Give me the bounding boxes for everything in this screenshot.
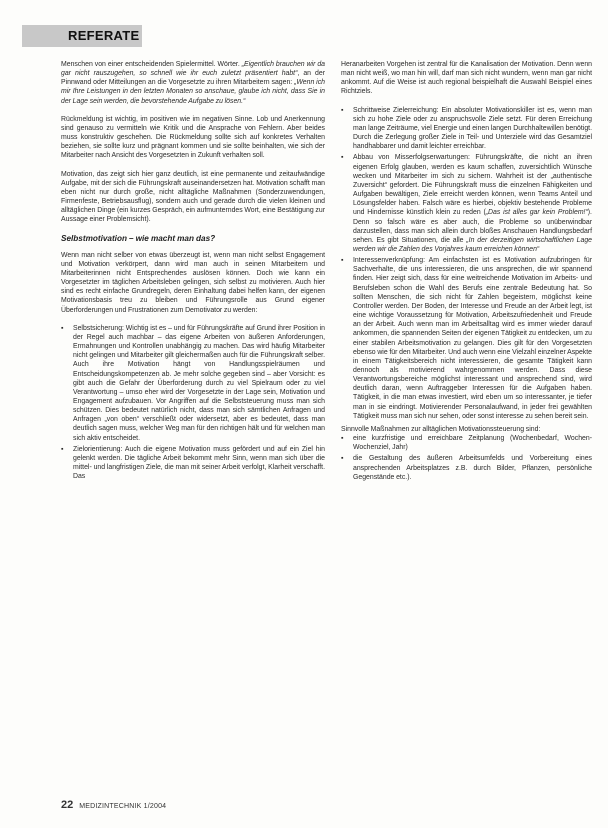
- paragraph: Motivation, das zeigt sich hier ganz deutlich, ist eine permanente und zeitaufwändige Aufgabe, mit der sich die Führungskraft auseinandersetzen hat. Motivation schafft man eben nicht nur durch große, nicht alltägliche Maßnahmen (Sonderzuwendungen, Firmenfeste, Betriebsausflug), sondern auch und gerade durch die vielen kleinen und alltäglichen Dinge (ein kurzes Gespräch, ein aufmunterndes Wort, eine Bestätigung zur Aussage einer Problemsicht).: [61, 170, 325, 224]
- paragraph: Heranarbeiten Vorgehen ist zentral für die Kanalisation der Motivation. Denn wenn man nicht weiß, wo man hin will, darf man sich nicht wundern, wenn man gar nicht ankommt. Auf die Weise ist auch regional beispielhaft die Auswahl Beispiel eines Richtziels.: [341, 61, 592, 96]
- list-item: ▪ Schrittweise Zielerreichung: Ein absoluter Motivationskiller ist es, wenn man sich zu hohe Ziele oder zu anspruchsvolle Ziele setzt. Für deren Erreichung man lange Zeiträume, viel Energie und einen langen Durchhaltewillen benötigt. Durch die Zerlegung großer Ziele in Teil- und Unterziele wird das Gesamtziel handhabbarer und damit leichter erreichbar.: [341, 106, 592, 152]
- text: ). Denn so falsch wäre es aber auch, die Probleme so unüberwindbar darzustellen, dass man sich allein durch bloßes Anschauen Handlungsbedarf sehen. Es gibt Situationen, die alle: [353, 209, 592, 244]
- list-item: ▪ Zielorientierung: Auch die eigene Motivation muss gefördert und auf ein Ziel hin gelenkt werden. Die tägliche Arbeit bekommt mehr Sinn, wenn man sich über die mittel- und langfristigen Ziele, die man mit seiner Arbeit verfolgt, Klarheit verschafft. Das: [61, 445, 325, 482]
- paragraph: Wenn man nicht selber von etwas überzeugt ist, wenn man nicht selbst Engagement und Motivation verkörpert, dann wird man auch in seinen Mitarbeitern und Mitarbeiterinnen nicht Entsprechendes auslösen können. Doch wie kann ein Vorgesetzter im täglichen Arbeitsleben gelingen, sich selbst zu motivieren. Auch hier sind es recht einfache Grundregeln, deren Einhaltung dabei helfen kann, der eigenen Motivationsbasis treu zu bleiben und Führungsrolle aus Grund eigener Überforderungen und Frustrationen zum Demotivator zu werden:: [61, 251, 325, 314]
- paragraph: [61, 60, 325, 106]
- bullet-list: [341, 434, 592, 482]
- quote: „Eigentlich brauchen wir da gar nicht rauszugehen, so schnell wie ihr euch zuletzt präsentiert habt“: [61, 61, 326, 78]
- right-column: [341, 60, 592, 486]
- quote: „In der derzeitigen wirtschaftlichen Lage werden wir die Zahlen des Vorjahres kaum erreichen können“: [353, 236, 592, 253]
- quote: „Wenn ich mir Ihre Leistungen in den letzten Monaten so anschaue, glaube ich nicht, dass Sie in der Lage sein werden, die bevorstehende Aufgabe zu lösen.“: [61, 79, 325, 105]
- bullet-list: [341, 106, 592, 421]
- list-item: ▪ die Gestaltung des äußeren Arbeitsumfelds und Vorbereitung eines ansprechenden Arbeitsplatzes z.B. durch Bilder, Pflanzen, persönliche Gegenstände etc.).: [341, 454, 592, 481]
- page-footer: [61, 799, 166, 811]
- text: , an der Pinnwand oder Mitteilungen an die Vorgesetzte zu ihren Mitarbeitern sagen:: [61, 70, 326, 87]
- list-item: ▪ Interessenverknüpfung: Am einfachsten ist es Motivation aufzubringen für Sachverhalte, die uns interessieren, die uns ansprechen, die wir spannend finden. Hier zeigt sich, dass für eine weitreichende Motivation im Arbeits- und Berufsleben schon die Wahl des Berufs eine zentrale Bedeutung hat. So sollten Menschen, die sich nicht für Zahlen begeistern, möglichst keine Controller werden. Der Boden, der Interesse und Freude an der Arbeit legt, ist eine wichtige Voraussetzung für Motivation, Arbeitszufriedenheit und Freude an der Arbeit. Auch wenn man im Arbeitsalltag wird es immer wieder darauf ankommen, die spannenden Seiten der eigenen Tätigkeit zu entdecken, um zu einer stabilen Arbeitsmotivation zu gelangen. Dies gilt für den Vorgesetzten ebenso wie für den Mitarbeiter. Und auch wenn eine Vielzahl einzelner Aspekte in einem Tätigkeitsbereich nicht interessieren, die gesamte Tätigkeit kann dennoch als motivierend wahrgenommen werden. Dass diese Verantwortungsbereiche möglichst interessant und ansprechend sind, wird deutlich daran, wenn Auftraggeber Interessen für die Aufgaben haben. Tätigkeit, in die man etwas investiert, wird eben um so interessanter, je tiefer man in sie eindringt. Motivierender Personalaufwand, in jeder frei gewählten Tätigkeit muss man sich nur sehen, oder sonst interesse zu sehen bereit sein.: [341, 256, 592, 421]
- quote: „Das ist alles gar kein Problem!“: [485, 209, 588, 217]
- paragraph: Sinnvolle Maßnahmen zur alltäglichen Motivationssteuerung sind:: [341, 425, 541, 433]
- section-title: REFERATE: [68, 28, 140, 43]
- paragraph: Rückmeldung ist wichtig, im positiven wie im negativen Sinne. Lob und Anerkennung sind genauso zu vermitteln wie Kritik und die Ansprache von Fehlern. Aber beides muss konstruktiv geschehen. Die Rückmeldung sollte sich auf konkretes Verhalten beziehen, sie sollte kurz und prägnant kommen und sie sollte beinhalten, wie sich der Mitarbeiter nach Ansicht des Vorgesetzten in Zukunft verhalten soll.: [61, 115, 325, 160]
- page-number: 22: [61, 799, 74, 811]
- list-item: ▪ Selbstsicherung: Wichtig ist es – und für Führungskräfte auf Grund ihrer Position in der Regel auch machbar – das eigene Arbeiten von äußeren Anforderungen, Ermahnungen und Kontrollen unabhängig zu machen. Das wird häufig Mitarbeiter nicht gelingen und Mitarbeiter gilt gleichermaßen auch für die Führungskraft selber. Auch ihre Motivation hängt von Handlungsspielräumen und Entscheidungskompetenzen ab. Je mehr solche gegeben sind – aber Vorsicht: es gibt auch die Gefahr der Überforderung durch zu viel Spielraum oder zu viel Verantwortung – umso eher wird der Vorgesetzte in der Lage sein, Motivation und Engagement aufzubauen. Vor Angriffen auf die Selbststeuerung muss man sich schützen. Dies bedeutet natürlich nicht, dass man sich sämtlichen Anfragen und Anfragen „von oben“ verschließt oder widersetzt, aber es bedeutet, dass man deutlich sagen muss, welcher Weg man für den richtigen hält und für welchen man sich aktiv entscheidet.: [61, 324, 325, 443]
- publication-source: MEDIZINTECHNIK 1/2004: [79, 803, 167, 810]
- list-item: [341, 153, 592, 254]
- text: Abbau von Misserfolgserwartungen: Führungskräfte, die nicht an ihren eigenen Erfolg glauben, werden es kaum schaffen, zuversichtlich Wünsche wecken und Mitarbeiter im sich zu sichern. Wahrheit ist der „authentische Zuversicht“ gefordert. Die Führungskraft muss die einzelnen Fähigkeiten und Aufgaben bewältigen, Ziele erreicht werden können, wenn Teams Anteil und Lösungsfelder haben. Falsch wäre es hierbei, objektiv bestehende Probleme und Hindernisse künstlich klein zu reden (: [353, 154, 592, 217]
- bullet-list: [61, 324, 325, 482]
- section-heading: Selbstmotivation – wie macht man das?: [61, 233, 216, 243]
- text: Menschen von einer entscheidenden Spielermittel. Wörter.: [61, 61, 242, 68]
- list-item: ▪ eine kurzfristige und erreichbare Zeitplanung (Wochenbedarf, Wochen-Wochenziel, Jahr): [341, 434, 592, 452]
- left-column: [61, 60, 325, 485]
